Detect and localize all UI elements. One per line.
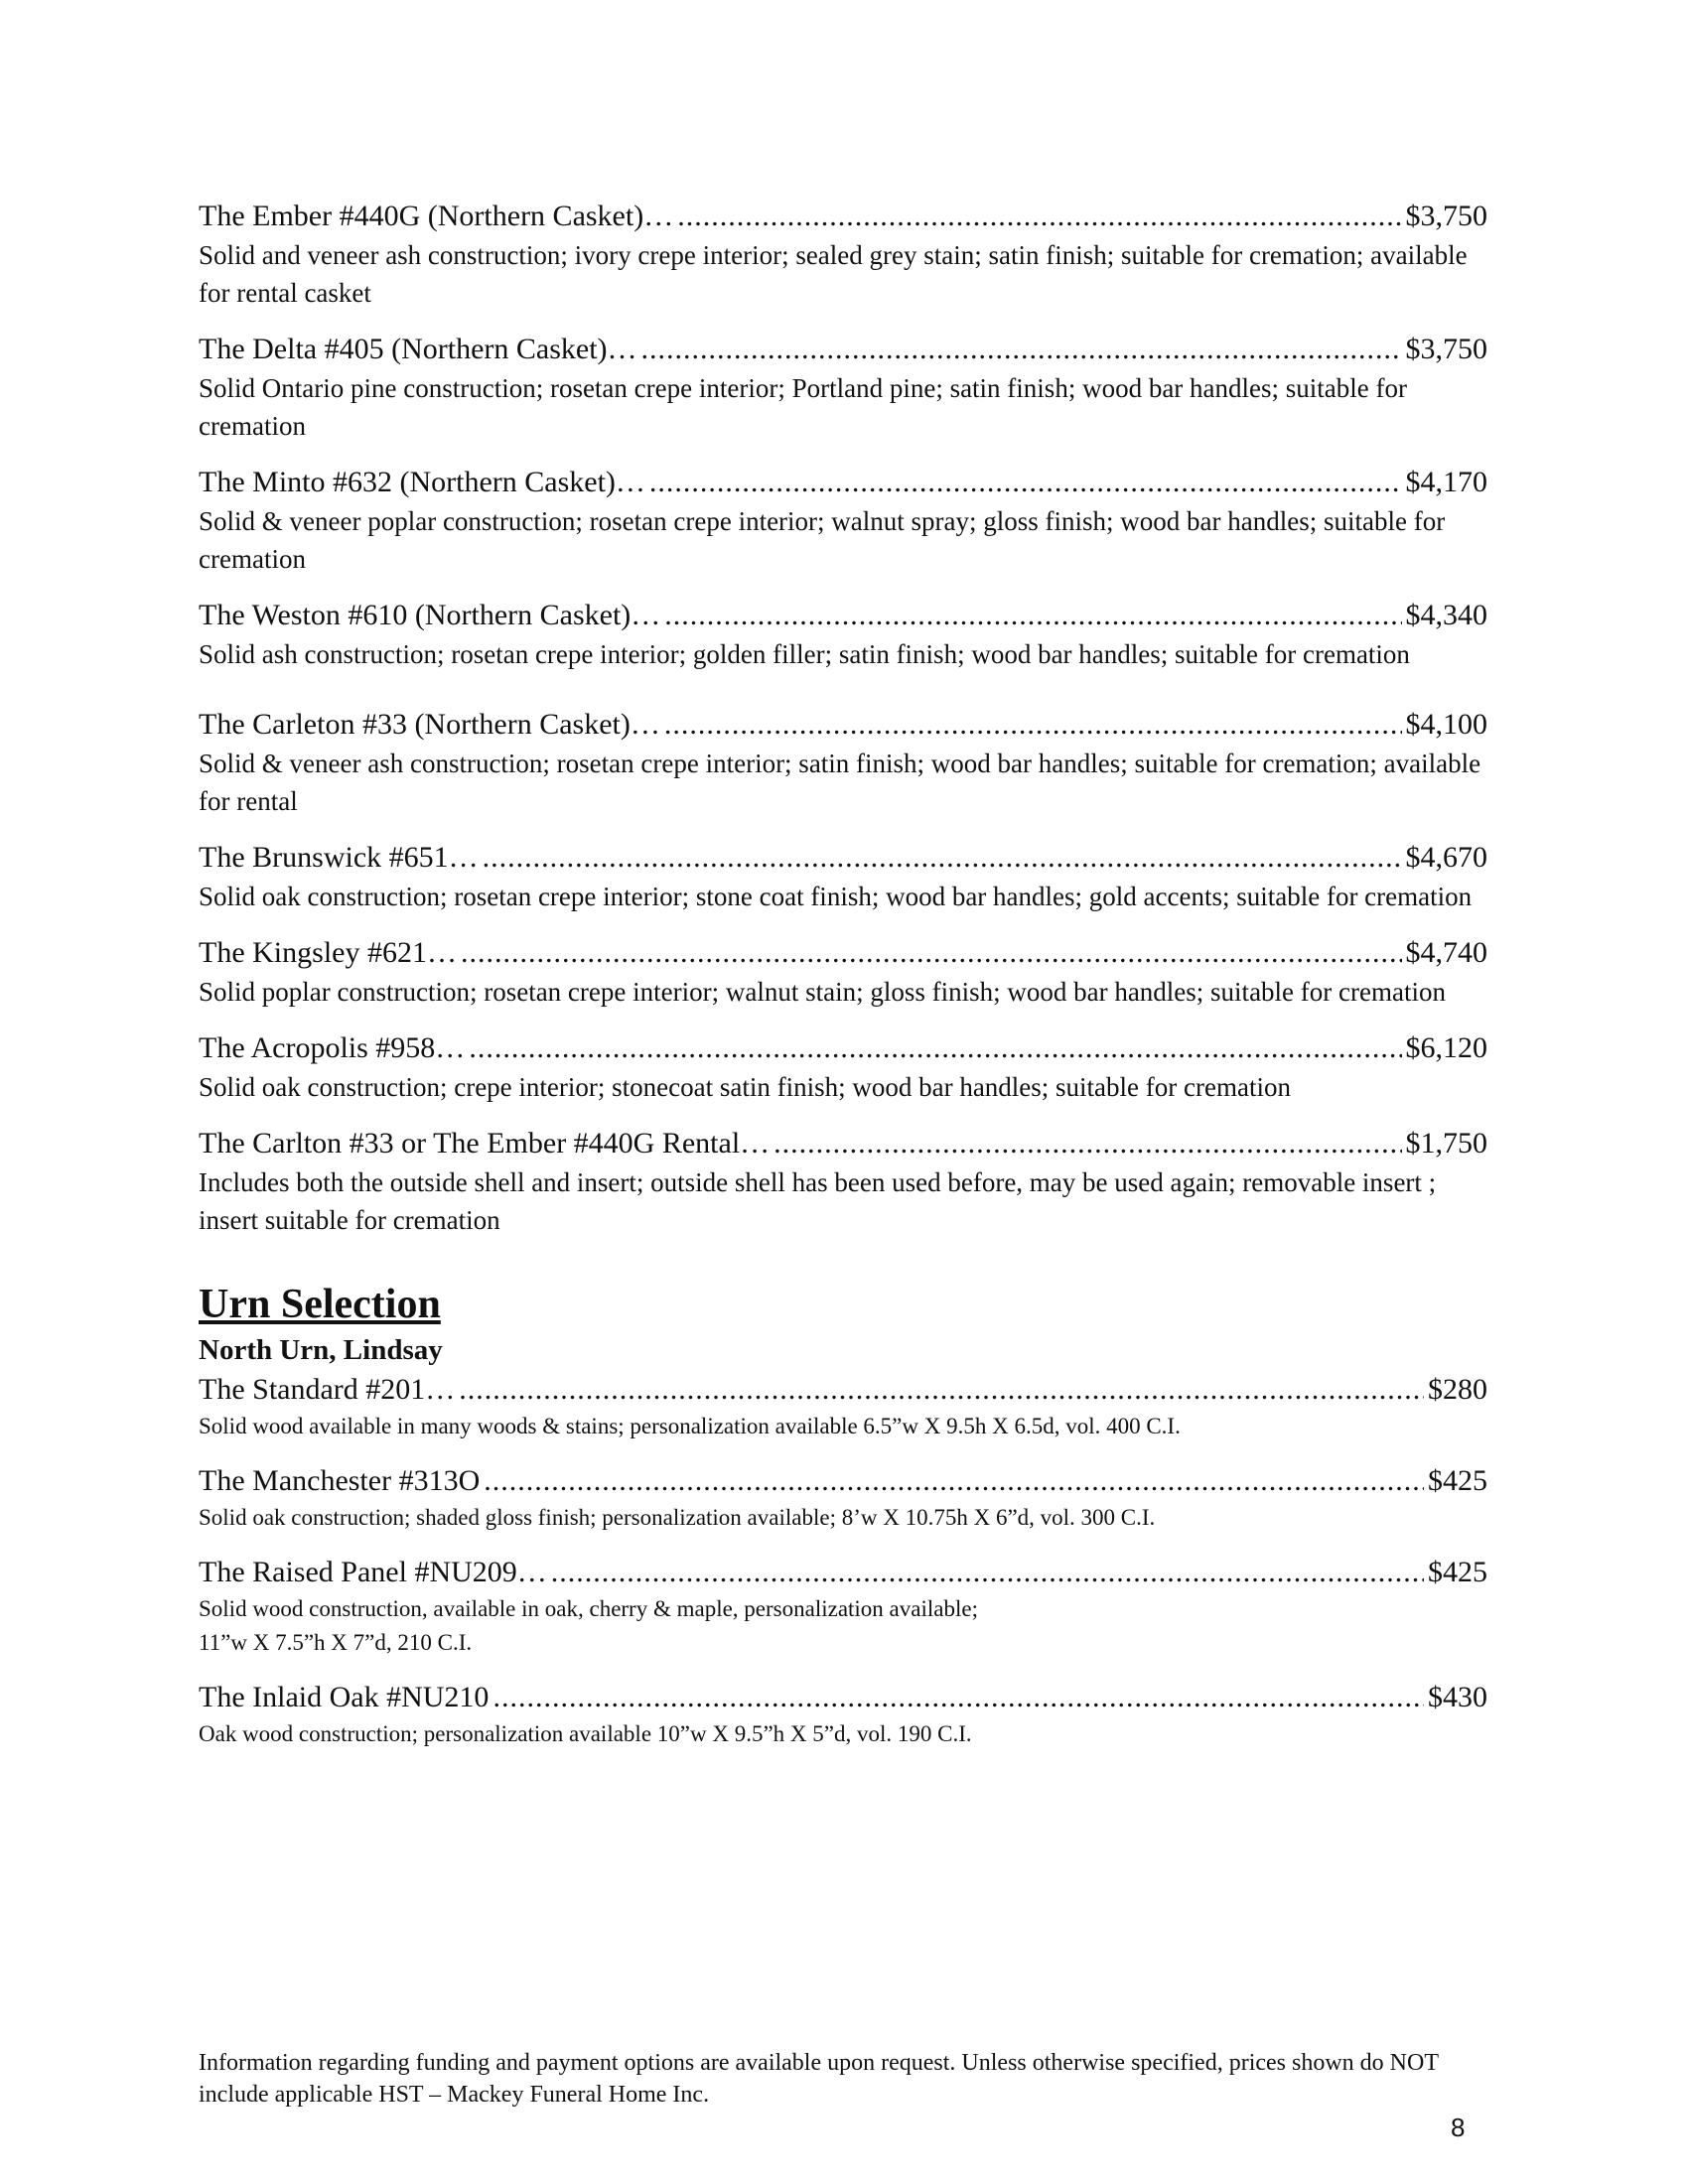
item-name: The Delta #405 (Northern Casket)… xyxy=(199,333,637,365)
item-description: Solid oak construction; shaded gloss finish; personalization available; 8’w X 10.75h X 6”d, vol. 300 C.I. xyxy=(199,1505,1156,1530)
dot-leader xyxy=(664,596,1401,635)
item-price: $425 xyxy=(1428,1556,1487,1588)
item-price: $430 xyxy=(1428,1681,1487,1713)
page-number: 8 xyxy=(1451,2113,1466,2142)
dot-leader xyxy=(664,705,1402,745)
item-name: The Carlton #33 or The Ember #440G Rental… xyxy=(199,1127,771,1160)
item-description: Includes both the outside shell and insert; outside shell has been used before, may be used again; removable insert ; insert suitable for cremation xyxy=(199,1167,1437,1235)
casket-item-delta xyxy=(199,330,1487,445)
item-description: Solid wood construction, available in oak, cherry & maple, personalization available; xyxy=(199,1596,978,1621)
item-price: $280 xyxy=(1428,1373,1487,1406)
item-name: The Ember #440G (Northern Casket)… xyxy=(199,200,674,232)
item-description: Solid & veneer ash construction; rosetan crepe interior; satin finish; wood bar handles; suitable for cremation; available for rental xyxy=(199,749,1481,816)
item-name: The Standard #201… xyxy=(199,1373,456,1406)
item-price: $4,100 xyxy=(1405,708,1487,741)
dot-leader xyxy=(551,1553,1424,1592)
item-price: $4,340 xyxy=(1405,599,1487,631)
item-description: Solid and veneer ash construction; ivory crepe interior; sealed grey stain; satin finish; suitable for cremation; available for rental casket xyxy=(199,240,1468,308)
casket-item-kingsley xyxy=(199,933,1487,1011)
item-name: The Inlaid Oak #NU210 xyxy=(199,1681,490,1713)
dot-leader xyxy=(459,1370,1424,1410)
casket-item-ember xyxy=(199,197,1487,312)
item-description: Oak wood construction; personalization available 10”w X 9.5”h X 5”d, vol. 190 C.I. xyxy=(199,1721,972,1746)
dot-leader xyxy=(677,197,1401,236)
dot-leader xyxy=(469,1028,1401,1068)
item-price: $4,670 xyxy=(1405,841,1487,874)
dot-leader xyxy=(483,838,1402,878)
casket-item-brunswick xyxy=(199,838,1487,915)
item-price: $4,170 xyxy=(1405,466,1487,498)
section-heading-urns: Urn Selection xyxy=(199,1282,441,1327)
item-dimensions: 11”w X 7.5”h X 7”d, 210 C.I. xyxy=(199,1630,473,1655)
casket-item-carleton xyxy=(199,705,1487,820)
item-description: Solid ash construction; rosetan crepe interior; golden filler; satin finish; wood bar handles; suitable for cremation xyxy=(199,639,1410,669)
item-name: The Manchester #313O xyxy=(199,1464,481,1497)
item-name: The Carleton #33 (Northern Casket)… xyxy=(199,708,660,741)
dot-leader xyxy=(484,1461,1424,1501)
dot-leader xyxy=(641,330,1402,369)
urn-item-raised-panel xyxy=(199,1553,1487,1660)
item-price: $3,750 xyxy=(1405,333,1487,365)
item-name: The Brunswick #651… xyxy=(199,841,479,874)
casket-item-rental xyxy=(199,1124,1487,1239)
item-price: $4,740 xyxy=(1405,936,1487,969)
footer-note: Information regarding funding and payment options are available upon request. Unless otherwise specified, prices shown do NOT include applicable HST – Mackey Funeral Home Inc. xyxy=(199,2050,1439,2108)
casket-item-weston xyxy=(199,596,1487,673)
item-description: Solid oak construction; rosetan crepe interior; stone coat finish; wood bar handles; gold accents; suitable for cremation xyxy=(199,882,1473,911)
dot-leader xyxy=(492,1678,1424,1717)
item-price: $6,120 xyxy=(1405,1031,1487,1064)
item-price: $1,750 xyxy=(1405,1127,1487,1160)
item-description: Solid oak construction; crepe interior; stonecoat satin finish; wood bar handles; suitable for cremation xyxy=(199,1072,1291,1102)
item-name: The Minto #632 (Northern Casket)… xyxy=(199,466,645,498)
dot-leader xyxy=(649,463,1402,502)
item-name: The Acropolis #958… xyxy=(199,1031,466,1064)
supplier-heading: North Urn, Lindsay xyxy=(199,1334,443,1366)
dot-leader xyxy=(461,933,1402,973)
item-price: $425 xyxy=(1428,1464,1487,1497)
item-description: Solid & veneer poplar construction; rosetan crepe interior; walnut spray; gloss finish; wood bar handles; suitable for cremation xyxy=(199,506,1446,574)
item-name: The Weston #610 (Northern Casket)… xyxy=(199,599,661,631)
urn-item-manchester xyxy=(199,1461,1487,1535)
dot-leader xyxy=(774,1124,1401,1163)
item-price: $3,750 xyxy=(1405,200,1487,232)
urn-item-inlaid-oak xyxy=(199,1678,1487,1751)
urn-item-standard xyxy=(199,1370,1487,1443)
item-description: Solid wood available in many woods & stains; personalization available 6.5”w X 9.5h X 6.5d, vol. 400 C.I. xyxy=(199,1414,1181,1438)
casket-item-acropolis xyxy=(199,1028,1487,1106)
item-name: The Raised Panel #NU209… xyxy=(199,1556,547,1588)
item-name: The Kingsley #621… xyxy=(199,936,457,969)
item-description: Solid Ontario pine construction; rosetan crepe interior; Portland pine; satin finish; wood bar handles; suitable for cremation xyxy=(199,373,1407,441)
item-description: Solid poplar construction; rosetan crepe interior; walnut stain; gloss finish; wood bar handles; suitable for cremation xyxy=(199,977,1446,1007)
casket-item-minto xyxy=(199,463,1487,578)
price-list xyxy=(199,197,1487,1769)
